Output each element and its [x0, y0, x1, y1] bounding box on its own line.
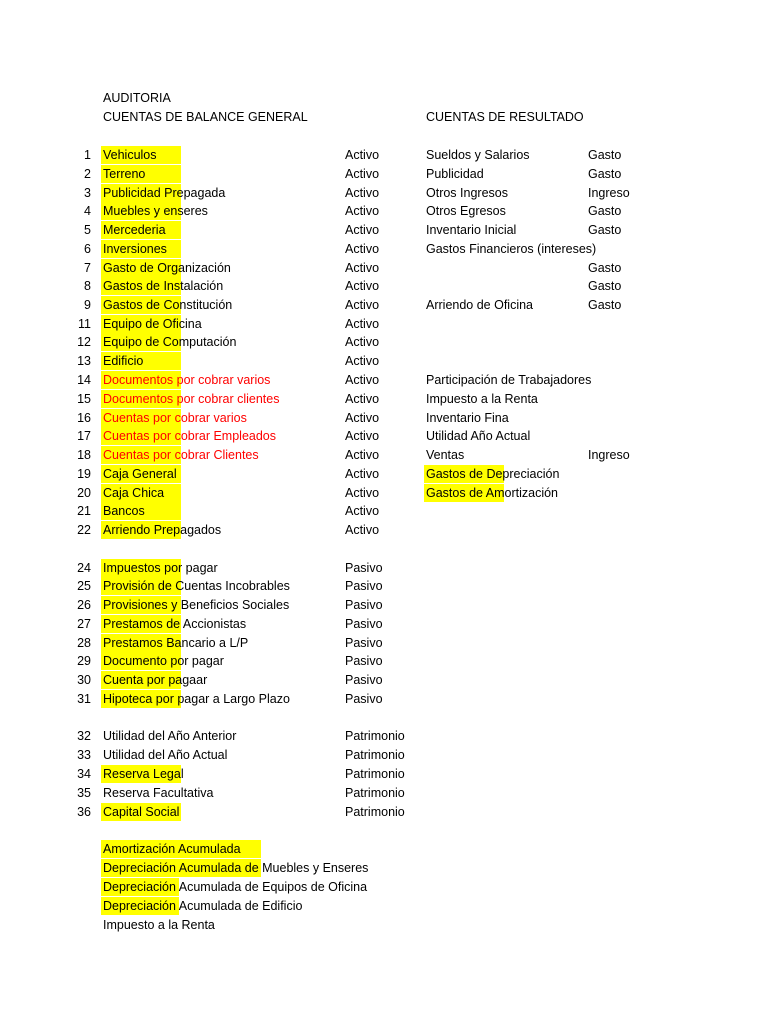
account-name: Equipo de Oficina: [103, 317, 202, 331]
result-account-name: Gastos de Depreciación: [426, 467, 560, 481]
account-name: Utilidad del Año Actual: [103, 748, 228, 762]
row-number: 31: [77, 692, 91, 706]
account-name: Provisiones y Beneficios Sociales: [103, 598, 290, 612]
row-number: 4: [84, 204, 91, 218]
account-type: Pasivo: [345, 617, 383, 631]
account-type: Activo: [345, 354, 380, 368]
page-title: AUDITORIA: [103, 91, 171, 105]
account-type: Patrimonio: [345, 729, 405, 743]
account-type: Pasivo: [345, 598, 383, 612]
row-number: 13: [77, 354, 91, 368]
row-number: 27: [77, 617, 91, 631]
account-name: Mercederia: [103, 223, 166, 237]
account-name: Publicidad Prepagada: [103, 186, 226, 200]
row-number: 17: [77, 429, 91, 443]
account-name: Reserva Legal: [103, 767, 184, 781]
account-type: Activo: [345, 504, 380, 518]
account-name: Muebles y enseres: [103, 204, 208, 218]
account-name: Cuenta por pagaar: [103, 673, 208, 687]
account-type: Activo: [345, 523, 380, 537]
row-number: 12: [77, 335, 91, 349]
account-type: Activo: [345, 335, 380, 349]
account-name: Impuestos por pagar: [103, 561, 218, 575]
row-number: 11: [78, 317, 91, 331]
row-number: 19: [77, 467, 91, 481]
contra-account-name: Depreciación Acumulada de Muebles y Enseres: [103, 861, 369, 875]
account-name: Documentos por cobrar varios: [103, 373, 271, 387]
account-type: Activo: [345, 242, 380, 256]
account-name: Prestamos de Accionistas: [103, 617, 247, 631]
account-name: Cuentas por cobrar varios: [103, 411, 247, 425]
contra-account-name: Amortización Acumulada: [103, 842, 241, 856]
account-type: Activo: [345, 186, 380, 200]
row-number: 18: [77, 448, 91, 462]
account-type: Pasivo: [345, 561, 383, 575]
account-type: Pasivo: [345, 692, 383, 706]
row-number: 35: [77, 786, 91, 800]
account-type: Patrimonio: [345, 786, 405, 800]
contra-account-name: Depreciación Acumulada de Equipos de Oficina: [103, 880, 368, 894]
result-account-type: Gasto: [588, 298, 622, 312]
account-type: Activo: [345, 317, 380, 331]
result-account-name: Otros Egresos: [426, 204, 506, 218]
row-number: 6: [84, 242, 91, 256]
account-name: Caja General: [103, 467, 177, 481]
row-number: 9: [84, 298, 91, 312]
results-header: CUENTAS DE RESULTADO: [426, 110, 584, 124]
result-account-name: Inventario Inicial: [426, 223, 517, 237]
account-name: Inversiones: [103, 242, 167, 256]
result-account-name: Gastos de Amortización: [426, 486, 559, 500]
row-number: 36: [77, 805, 91, 819]
row-number: 21: [77, 504, 91, 518]
account-type: Activo: [345, 167, 380, 181]
account-name: Bancos: [103, 504, 145, 518]
row-number: 33: [77, 748, 91, 762]
row-number: 20: [77, 486, 91, 500]
result-account-type: Gasto: [588, 223, 622, 237]
result-account-name: Otros Ingresos: [426, 186, 508, 200]
account-type: Activo: [345, 373, 380, 387]
result-account-name: Gastos Financieros (intereses): [426, 242, 597, 256]
account-name: Documentos por cobrar clientes: [103, 392, 280, 406]
result-account-name: Inventario Fina: [426, 411, 509, 425]
balance-header: CUENTAS DE BALANCE GENERAL: [103, 110, 308, 124]
row-number: 2: [84, 167, 91, 181]
row-number: 32: [77, 729, 91, 743]
account-type: Activo: [345, 298, 380, 312]
result-account-name: Ventas: [426, 448, 465, 462]
row-number: 8: [84, 279, 91, 293]
account-type: Patrimonio: [345, 748, 405, 762]
account-type: Activo: [345, 261, 380, 275]
account-name: Gastos de Instalación: [103, 279, 224, 293]
account-name: Documento por pagar: [103, 654, 224, 668]
row-number: 15: [77, 392, 91, 406]
account-name: Caja Chica: [103, 486, 165, 500]
result-account-name: Impuesto a la Renta: [426, 392, 538, 406]
account-name: Gastos de Constitución: [103, 298, 233, 312]
account-name: Cuentas por cobrar Clientes: [103, 448, 259, 462]
result-account-type: Gasto: [588, 167, 622, 181]
result-account-type: Gasto: [588, 204, 622, 218]
account-type: Activo: [345, 148, 380, 162]
contra-account-name: Depreciación Acumulada de Edificio: [103, 899, 303, 913]
contra-account-name: Impuesto a la Renta: [103, 918, 215, 932]
account-name: Arriendo Prepagados: [103, 523, 222, 537]
row-number: 16: [77, 411, 91, 425]
account-name: Prestamos Bancario a L/P: [103, 636, 249, 650]
result-account-name: Publicidad: [426, 167, 484, 181]
account-type: Activo: [345, 279, 380, 293]
account-type: Pasivo: [345, 654, 383, 668]
row-number: 26: [77, 598, 91, 612]
result-account-name: Utilidad Año Actual: [426, 429, 531, 443]
account-name: Cuentas por cobrar Empleados: [103, 429, 277, 443]
account-name: Equipo de Computación: [103, 335, 237, 349]
account-type: Activo: [345, 204, 380, 218]
account-name: Provisión de Cuentas Incobrables: [103, 579, 290, 593]
result-account-type: Gasto: [588, 148, 622, 162]
result-account-name: Sueldos y Salarios: [426, 148, 530, 162]
account-name: Terreno: [103, 167, 146, 181]
account-type: Patrimonio: [345, 767, 405, 781]
account-type: Pasivo: [345, 579, 383, 593]
row-number: 25: [77, 579, 91, 593]
account-type: Activo: [345, 429, 380, 443]
result-account-name: Arriendo de Oficina: [426, 298, 534, 312]
result-account-type: Gasto: [588, 261, 622, 275]
result-account-name: Participación de Trabajadores: [426, 373, 592, 387]
row-number: 28: [77, 636, 91, 650]
account-type: Pasivo: [345, 673, 383, 687]
account-name: Capital Social: [103, 805, 180, 819]
account-type: Activo: [345, 411, 380, 425]
result-account-type: Gasto: [588, 279, 622, 293]
account-name: Reserva Facultativa: [103, 786, 214, 800]
account-type: Activo: [345, 223, 380, 237]
account-name: Hipoteca por pagar a Largo Plazo: [103, 692, 290, 706]
row-number: 3: [84, 186, 91, 200]
row-number: 14: [77, 373, 91, 387]
account-name: Edificio: [103, 354, 144, 368]
row-number: 24: [77, 561, 91, 575]
account-type: Activo: [345, 392, 380, 406]
account-name: Utilidad del Año Anterior: [103, 729, 237, 743]
row-number: 30: [77, 673, 91, 687]
result-account-type: Ingreso: [588, 448, 630, 462]
account-type: Patrimonio: [345, 805, 405, 819]
account-type: Activo: [345, 486, 380, 500]
row-number: 5: [84, 223, 91, 237]
account-name: Gasto de Organización: [103, 261, 231, 275]
row-number: 7: [84, 261, 91, 275]
row-number: 1: [84, 148, 91, 162]
account-type: Activo: [345, 448, 380, 462]
account-name: Vehiculos: [103, 148, 157, 162]
account-type: Activo: [345, 467, 380, 481]
row-number: 29: [77, 654, 91, 668]
account-type: Pasivo: [345, 636, 383, 650]
result-account-type: Ingreso: [588, 186, 630, 200]
row-number: 22: [77, 523, 91, 537]
row-number: 34: [77, 767, 91, 781]
